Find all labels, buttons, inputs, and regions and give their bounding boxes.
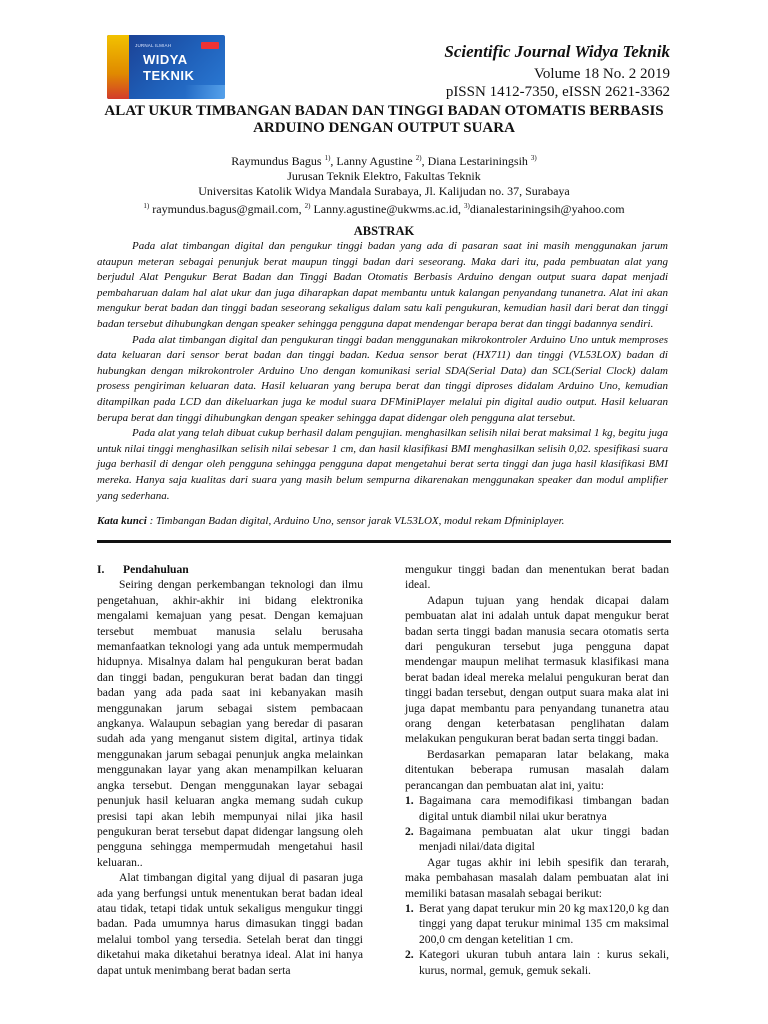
journal-volume: Volume 18 No. 2 2019 xyxy=(534,66,670,82)
right-column xyxy=(405,562,669,978)
author-emails xyxy=(100,199,668,217)
author-affiliation-mark: 2) xyxy=(415,154,422,162)
logo-badge-icon xyxy=(201,42,219,49)
body-paragraph: Seiring dengan perkembangan teknologi dan ilmu pengetahuan, akhir-akhir ini bidang elektronika mengalami kemajuan yang pesat. Dengan kemajuan tersebut membuat manusia selalu berusaha memanfaatkan teknologi yang ada untuk mempermudah hidupnya. Misalnya dalam hal pengukuran berat badan dan tinggi badan, pengukuran berat badan dan tinggi badan yang ada pada saat ini kebanyakan masih menggunakan jarum sebagai sistem pembacaan angkanya. Walaupun sebagian yang beredar di pasaran sudah ada yang menganut sistem digital, artinya tidak menggunakan jarum sebagai penunjuk angka melainkan menggunakan layar yang akan menampilkan keluaran angka tersebut. Dengan menggunakan layar sebagai penunjuk hasil keluaran angka memang sudah cukup presisi tapi akan lebih mempunyai nilai jika hasil pengukuran berat tersebut dapat didengar langsung oleh pengguna sehingga mempermudah mengetahui hasil keluaran.. xyxy=(97,578,363,869)
section-divider xyxy=(97,540,671,543)
keywords xyxy=(97,515,668,527)
problem-item xyxy=(405,793,669,824)
author-affiliation-mark: 1) xyxy=(324,154,331,162)
author-email[interactable]: Lanny.agustine@ukwms.ac.id, xyxy=(313,202,462,216)
problem-number: 1. xyxy=(405,794,414,808)
limit-text: Kategori ukuran tubuh antara lain : kurus sekali, kurus, normal, gemuk, gemuk sekali. xyxy=(419,948,669,977)
body-paragraph: Alat timbangan digital yang dijual di pasaran juga ada yang berfungsi untuk menentukan berat badan ideal atau tidak, tetapi tidak untuk sekaligus mengukur tinggi badan. Pada umumnya harus dimasukan tinggi badan melalui tombol yang tersedia. Setelah berat dan tinggi diketahui maka diketahui beratnya ideal. Alat ini hanya dapat untuk menimbang berat badan serta xyxy=(97,871,363,977)
logo-word-1: WIDYA xyxy=(143,52,188,67)
keywords-label: Kata kunci xyxy=(97,515,147,527)
keywords-text: : Timbangan Badan digital, Arduino Uno, sensor jarak VL53LOX, modul rekam Dfminiplayer. xyxy=(146,515,565,527)
body-paragraph: Berdasarkan pemaparan latar belakang, maka ditentukan beberapa rumusan masalah dalam perancangan dan pembuatan alat ini, yaitu: xyxy=(405,747,669,792)
email-mark: 1) xyxy=(143,202,150,210)
email-mark: 2) xyxy=(304,202,311,210)
paper-title-line-2: ARDUINO DENGAN OUTPUT SUARA xyxy=(253,120,515,136)
author-names: Raymundus Bagus $^{1)}$, Lanny Agustine $^{2)}$, Diana Lestariningsih $^{3)}$ xyxy=(231,154,537,168)
limit-item xyxy=(405,947,669,978)
limit-number: 1. xyxy=(405,901,414,915)
limit-text: Berat yang dapat terukur min 20 kg max120,0 kg dan tinggi yang dapat terukur minimal 135 cm maksimal 200,0 cm dengan ketelitian 1 cm. xyxy=(419,901,669,946)
abstract-paragraph: Pada alat yang telah dibuat cukup berhasil dalam pengujian. menghasilkan selisih nilai berat maksimal 1 kg, begitu juga untuk nilai tinggi menghasilkan selisih nilai sebesar 1 cm, dan hasil klasifikasi BMI menghasilkan selisih 0,02. spesifikasi suara juga berhasil di dengar oleh pengguna sehingga pengguna dapat mengetahui berat serta tinggi dan juga hasil klasifikasi BMI mereka. Hanya saja kualitas dari suara yang masih belum sempurna dikarenakan menggunakan speaker dan modul amplifier yang sederhana. xyxy=(97,427,668,502)
author-university: Universitas Katolik Widya Mandala Surabaya, Jl. Kalijudan no. 37, Surabaya xyxy=(198,184,570,198)
section-number: I. xyxy=(97,563,105,576)
abstract-paragraph: Pada alat timbangan digital dan pengukur tinggi badan yang ada di pasaran saat ini masih menggunakan jarum ataupun meteran sebagai penunjuk berat maupun tinggi badan dari seseorang. Maka dari itu, pada pembuatan alat yang berjudul Alat Pengukur Berat Badan dan Tinggi Badan Otomatis Berbasis Arduino dengan output suara dapat menjadi pembaharuan dalam hal alat ukur dan juga diharapkan dapat membantu untuk kalangan penyandang tunanetra. Alat ini akan mengukur berat badan dan tinggi badan seseorang sekaligus dalam satu kali pengukuran, kemudian hasil dari berat dan tinggi badan tersebut dihubungkan dengan speaker sehingga pengguna dapat mendengar berapa berat dan tinggi badannya sendiri. xyxy=(97,240,668,330)
author-email[interactable]: dianalestariningsih@yahoo.com xyxy=(469,202,625,216)
section-heading xyxy=(97,562,363,577)
abstract-paragraph: Pada alat timbangan digital dan pengukuran tinggi badan menggunakan mikrokontroler Arduino Uno untuk memproses data keluaran dari sensor berat badan dan tinggi badan. Kedua sensor berat (HX711) dan tinggi (VL53LOX) badan di hubungkan dengan mikrokontroler Arduino Uno dengan komunikasi serial SDA(Serial Data) dan SCL(Serial Clock) dalam prosess pengiriman keluaran data. Hasil keluaran yang berupa berat dan tinggi diproses didalam Arduino Uno, kemudian ditampilkan pada LCD dan dikeluarkan juga ke modul suara DFMiniPlayer melalui pin digital audio output. Hasil keluaran berupa berat dan tinggi dihubungkan dengan speaker sehingga dapat didengar oleh pengguna alat tersebut. xyxy=(97,333,668,424)
journal-name: Scientific Journal Widya Teknik xyxy=(444,42,670,61)
journal-logo xyxy=(107,35,225,99)
body-paragraph: mengukur tinggi badan dan menentukan berat badan ideal. xyxy=(405,563,669,592)
author-email[interactable]: raymundus.bagus@gmail.com, xyxy=(152,202,302,216)
author-block xyxy=(100,151,668,217)
left-column xyxy=(97,562,363,978)
problem-number: 2. xyxy=(405,824,414,838)
logo-emblem-icon xyxy=(107,35,129,99)
author-name: Lanny Agustine xyxy=(336,154,413,168)
journal-issn: pISSN 1412-7350, eISSN 2621-3362 xyxy=(445,84,670,100)
limit-item xyxy=(405,901,669,947)
abstract-body xyxy=(97,239,668,504)
body-paragraph: Agar tugas akhir ini lebih spesifik dan terarah, maka pembahasan masalah dalam pembuatan alat ini memiliki batasan masalah sebagai berikut: xyxy=(405,855,669,900)
problem-text: Bagaimana cara memodifikasi timbangan badan digital untuk diambil nilai ukur beratnya xyxy=(419,794,669,823)
paper-title xyxy=(100,103,668,137)
author-name: Diana Lestariningsih xyxy=(427,154,528,168)
abstract-heading: ABSTRAK xyxy=(353,224,415,238)
section-title: Pendahuluan xyxy=(123,563,189,576)
email-mark: 3) xyxy=(464,202,470,210)
paper-title-line-1: ALAT UKUR TIMBANGAN BADAN DAN TINGGI BADAN OTOMATIS BERBASIS xyxy=(104,103,664,119)
logo-stripe xyxy=(185,85,225,99)
body-paragraph: Adapun tujuan yang hendak dicapai dalam pembuatan alat ini adalah untuk dapat mengukur berat badan serta tinggi badan manusia secara otomatis serta dari pengukuran tersebut juga pengguna dapat mendengar maupun melihat termasuk klasifikasi mana berat badan ideal mereka melalui pengukuran berat dan tinggi badan tersebut, dengan output suara maka alat ini juga dapat membantu para penyandang tunanetra atau orang dengan keterbatasan penglihatan dalam melakukan pengukuran berat badan serta tinggi badan. xyxy=(405,593,669,746)
problem-text: Bagaimana pembuatan alat ukur tinggi badan menjadi nilai/data digital xyxy=(419,824,669,854)
problem-item xyxy=(405,824,669,855)
logo-tagline: JURNAL ILMIAH xyxy=(135,43,172,48)
author-department: Jurusan Teknik Elektro, Fakultas Teknik xyxy=(287,169,481,183)
logo-word-2: TEKNIK xyxy=(143,68,195,83)
author-affiliation-mark: 3) xyxy=(530,154,537,162)
limit-number: 2. xyxy=(405,948,414,962)
author-name: Raymundus Bagus xyxy=(231,154,322,168)
